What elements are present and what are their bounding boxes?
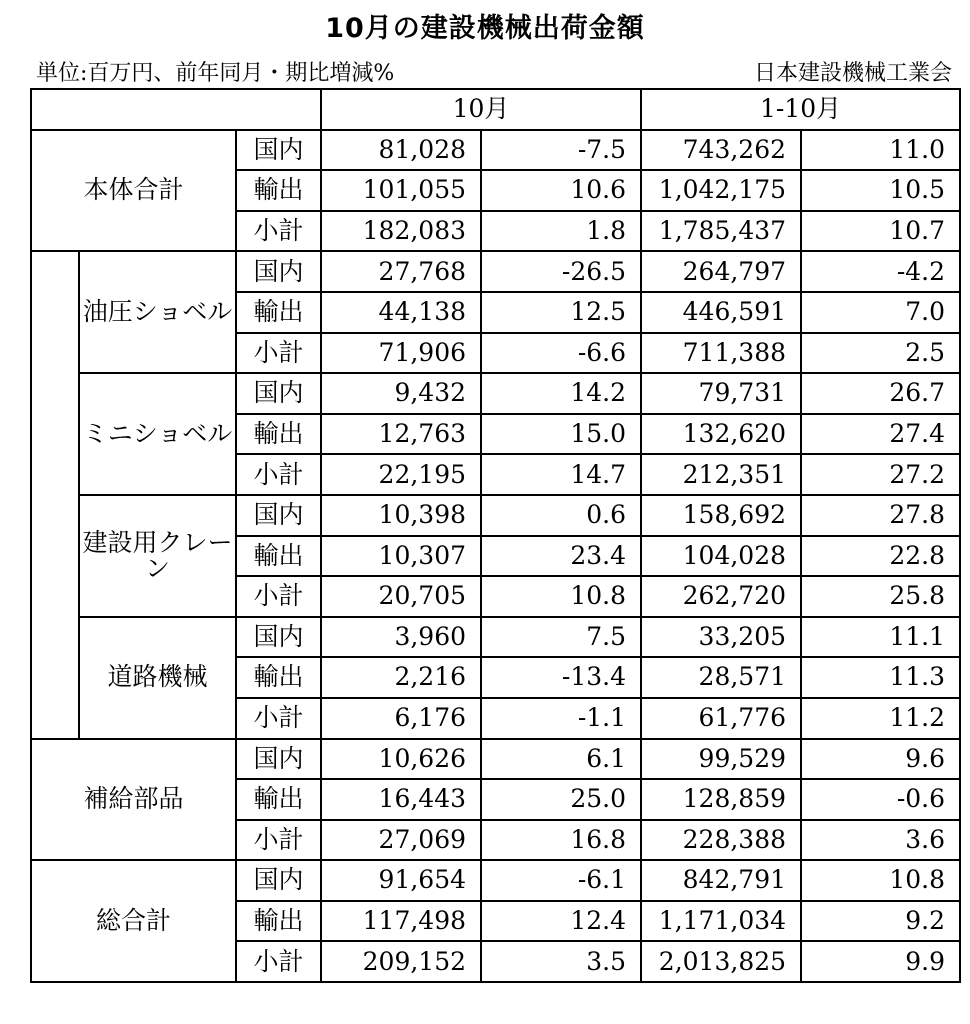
table-row [31, 739, 960, 780]
row-label: 輸出 [236, 901, 321, 942]
cumulative-value: 264,797 [641, 251, 801, 292]
row-label: 輸出 [236, 292, 321, 333]
month-value: 10,398 [321, 495, 481, 536]
cumulative-change: 11.2 [801, 698, 960, 739]
month-change: 23.4 [481, 536, 641, 577]
month-value: 2,216 [321, 657, 481, 698]
row-label: 国内 [236, 251, 321, 292]
cumulative-change: 10.8 [801, 860, 960, 901]
month-value: 182,083 [321, 211, 481, 252]
month-value: 16,443 [321, 779, 481, 820]
month-value: 27,069 [321, 820, 481, 861]
cumulative-change: 11.0 [801, 130, 960, 171]
month-change: -7.5 [481, 130, 641, 171]
month-change: 6.1 [481, 739, 641, 780]
table-row [31, 130, 960, 171]
category-cell: 道路機械 [79, 617, 236, 739]
month-change: 1.8 [481, 211, 641, 252]
indent-gutter [31, 251, 79, 738]
cumulative-value: 79,731 [641, 373, 801, 414]
row-label: 小計 [236, 333, 321, 374]
month-change: 10.6 [481, 170, 641, 211]
month-change: 15.0 [481, 414, 641, 455]
row-label: 国内 [236, 739, 321, 780]
month-change: 0.6 [481, 495, 641, 536]
month-value: 209,152 [321, 941, 481, 982]
cumulative-change: 27.4 [801, 414, 960, 455]
category-cell: ミニショベル [79, 373, 236, 495]
month-change: 14.2 [481, 373, 641, 414]
month-value: 27,768 [321, 251, 481, 292]
month-value: 44,138 [321, 292, 481, 333]
month-value: 22,195 [321, 454, 481, 495]
row-label: 国内 [236, 617, 321, 658]
cumulative-change: 9.2 [801, 901, 960, 942]
month-change: 14.7 [481, 454, 641, 495]
row-label: 輸出 [236, 170, 321, 211]
cumulative-change: 10.5 [801, 170, 960, 211]
row-label: 国内 [236, 495, 321, 536]
category-cell: 本体合計 [31, 130, 236, 252]
month-value: 71,906 [321, 333, 481, 374]
cumulative-value: 1,785,437 [641, 211, 801, 252]
row-label: 小計 [236, 941, 321, 982]
cumulative-change: 9.9 [801, 941, 960, 982]
month-value: 10,307 [321, 536, 481, 577]
cumulative-change: -0.6 [801, 779, 960, 820]
header-blank-cell [31, 89, 321, 130]
cumulative-change: 3.6 [801, 820, 960, 861]
month-value: 117,498 [321, 901, 481, 942]
month-value: 6,176 [321, 698, 481, 739]
unit-note: 単位:百万円、前年同月・期比増減% [36, 61, 395, 86]
cumulative-value: 2,013,825 [641, 941, 801, 982]
row-label: 国内 [236, 373, 321, 414]
cumulative-value: 228,388 [641, 820, 801, 861]
category-cell: 油圧ショベル [79, 251, 236, 373]
table-row [31, 617, 960, 658]
cumulative-value: 132,620 [641, 414, 801, 455]
row-label: 輸出 [236, 657, 321, 698]
month-value: 3,960 [321, 617, 481, 658]
month-change: 7.5 [481, 617, 641, 658]
table-row [31, 495, 960, 536]
cumulative-value: 711,388 [641, 333, 801, 374]
month-change: 12.5 [481, 292, 641, 333]
row-label: 輸出 [236, 536, 321, 577]
cumulative-value: 158,692 [641, 495, 801, 536]
table-row [31, 373, 960, 414]
cumulative-value: 128,859 [641, 779, 801, 820]
cumulative-change: 2.5 [801, 333, 960, 374]
month-change: -6.6 [481, 333, 641, 374]
row-label: 小計 [236, 211, 321, 252]
month-change: 12.4 [481, 901, 641, 942]
row-label: 小計 [236, 576, 321, 617]
shipment-table [30, 88, 961, 983]
month-change: -6.1 [481, 860, 641, 901]
cumulative-value: 99,529 [641, 739, 801, 780]
cumulative-value: 104,028 [641, 536, 801, 577]
cumulative-value: 743,262 [641, 130, 801, 171]
month-change: 25.0 [481, 779, 641, 820]
month-change: -13.4 [481, 657, 641, 698]
page-title: 10月の建設機械出荷金額 [325, 13, 645, 44]
cumulative-change: 9.6 [801, 739, 960, 780]
row-label: 小計 [236, 698, 321, 739]
cumulative-value: 33,205 [641, 617, 801, 658]
cumulative-change: 26.7 [801, 373, 960, 414]
month-value: 81,028 [321, 130, 481, 171]
row-label: 小計 [236, 820, 321, 861]
cumulative-value: 446,591 [641, 292, 801, 333]
month-change: 10.8 [481, 576, 641, 617]
month-change: 16.8 [481, 820, 641, 861]
cumulative-value: 842,791 [641, 860, 801, 901]
cumulative-change: 7.0 [801, 292, 960, 333]
category-cell: 建設用クレーン [79, 495, 236, 617]
month-value: 101,055 [321, 170, 481, 211]
cumulative-value: 262,720 [641, 576, 801, 617]
month-change: 3.5 [481, 941, 641, 982]
header-cumulative: 1-10月 [641, 89, 960, 130]
category-cell: 総合計 [31, 860, 236, 982]
month-value: 12,763 [321, 414, 481, 455]
month-value: 9,432 [321, 373, 481, 414]
table-row [31, 251, 960, 292]
header-row [31, 89, 960, 130]
month-change: -1.1 [481, 698, 641, 739]
cumulative-value: 1,042,175 [641, 170, 801, 211]
cumulative-change: 27.8 [801, 495, 960, 536]
cumulative-change: 27.2 [801, 454, 960, 495]
cumulative-change: 10.7 [801, 211, 960, 252]
row-label: 国内 [236, 130, 321, 171]
cumulative-change: 25.8 [801, 576, 960, 617]
header-month: 10月 [321, 89, 641, 130]
month-change: -26.5 [481, 251, 641, 292]
cumulative-value: 28,571 [641, 657, 801, 698]
month-value: 10,626 [321, 739, 481, 780]
row-label: 輸出 [236, 779, 321, 820]
cumulative-change: 11.1 [801, 617, 960, 658]
cumulative-change: 22.8 [801, 536, 960, 577]
cumulative-value: 1,171,034 [641, 901, 801, 942]
row-label: 小計 [236, 454, 321, 495]
cumulative-change: 11.3 [801, 657, 960, 698]
cumulative-value: 61,776 [641, 698, 801, 739]
month-value: 91,654 [321, 860, 481, 901]
cumulative-value: 212,351 [641, 454, 801, 495]
table-row [31, 860, 960, 901]
month-value: 20,705 [321, 576, 481, 617]
row-label: 輸出 [236, 414, 321, 455]
source-label: 日本建設機械工業会 [753, 61, 952, 86]
cumulative-change: -4.2 [801, 251, 960, 292]
row-label: 国内 [236, 860, 321, 901]
category-cell: 補給部品 [31, 739, 236, 861]
